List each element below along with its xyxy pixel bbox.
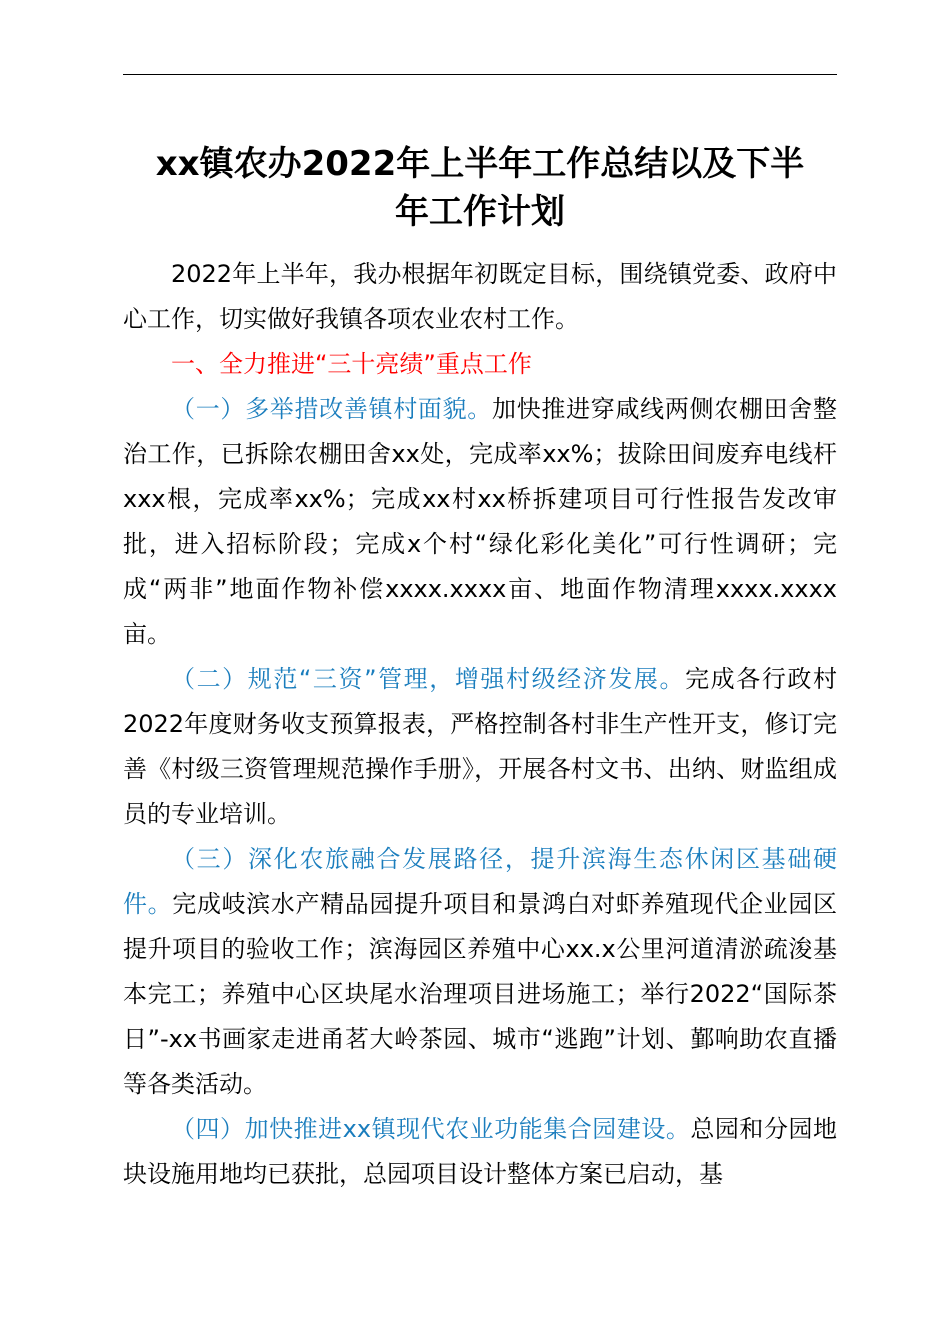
item-lead-4: （四）加快推进xx镇现代农业功能集合园建设。 <box>171 1115 691 1143</box>
section-heading-1: 一、全力推进“三十亮绩”重点工作 <box>171 350 532 378</box>
intro-paragraph: 2022年上半年，我办根据年初既定目标，围绕镇党委、政府中心工作，切实做好我镇各项农业农村工作。 <box>123 260 837 333</box>
item-body-1: 加快推进穿咸线两侧农棚田舍整治工作，已拆除农棚田舍xx处，完成率xx%；拔除田间废弃电线杆xxx根，完成率xx%；完成xx村xx桥拆建项目可行性报告发改审批，进入招标阶段；完成x个村“绿化彩化美化”可行性调研；完成“两非”地面作物补偿xxxx.xxxx亩、地面作物清理xxxx.xxxx亩。 <box>123 395 837 648</box>
header-rule <box>123 74 837 75</box>
document-page <box>123 140 837 1197</box>
title-line-2: 年工作计划 <box>395 192 565 232</box>
title-line-1: xx镇农办2022年上半年工作总结以及下半 <box>155 144 805 184</box>
item-lead-3: （三）深化农旅融合发展路径，提升滨海生态休闲区基础硬件。 <box>123 845 837 918</box>
document-title <box>123 140 837 236</box>
item-lead-2: （二）规范“三资”管理，增强村级经济发展。 <box>171 665 686 693</box>
item-body-4: 总园和分园地块设施用地均已获批，总园项目设计整体方案已启动，基 <box>123 1115 838 1188</box>
item-body-2: 完成各行政村2022年度财务收支预算报表，严格控制各村非生产性开支，修订完善《村级三资管理规范操作手册》，开展各村文书、出纳、财监组成员的专业培训。 <box>123 665 838 828</box>
item-paragraph-4 <box>123 1107 837 1197</box>
item-paragraph-2 <box>123 657 837 837</box>
item-paragraph-1 <box>123 387 837 657</box>
item-body-3: 完成岐滨水产精品园提升项目和景鸿白对虾养殖现代企业园区提升项目的验收工作；滨海园区养殖中心xx.x公里河道清淤疏浚基本完工；养殖中心区块尾水治理项目进场施工；举行2022“国际茶日”-xx书画家走进甬茗大岭茶园、城市“逃跑”计划、鄞响助农直播等各类活动。 <box>123 890 838 1098</box>
item-paragraph-3 <box>123 837 837 1107</box>
item-lead-1: （一）多举措改善镇村面貌。 <box>171 395 492 423</box>
document-body <box>123 252 837 1197</box>
